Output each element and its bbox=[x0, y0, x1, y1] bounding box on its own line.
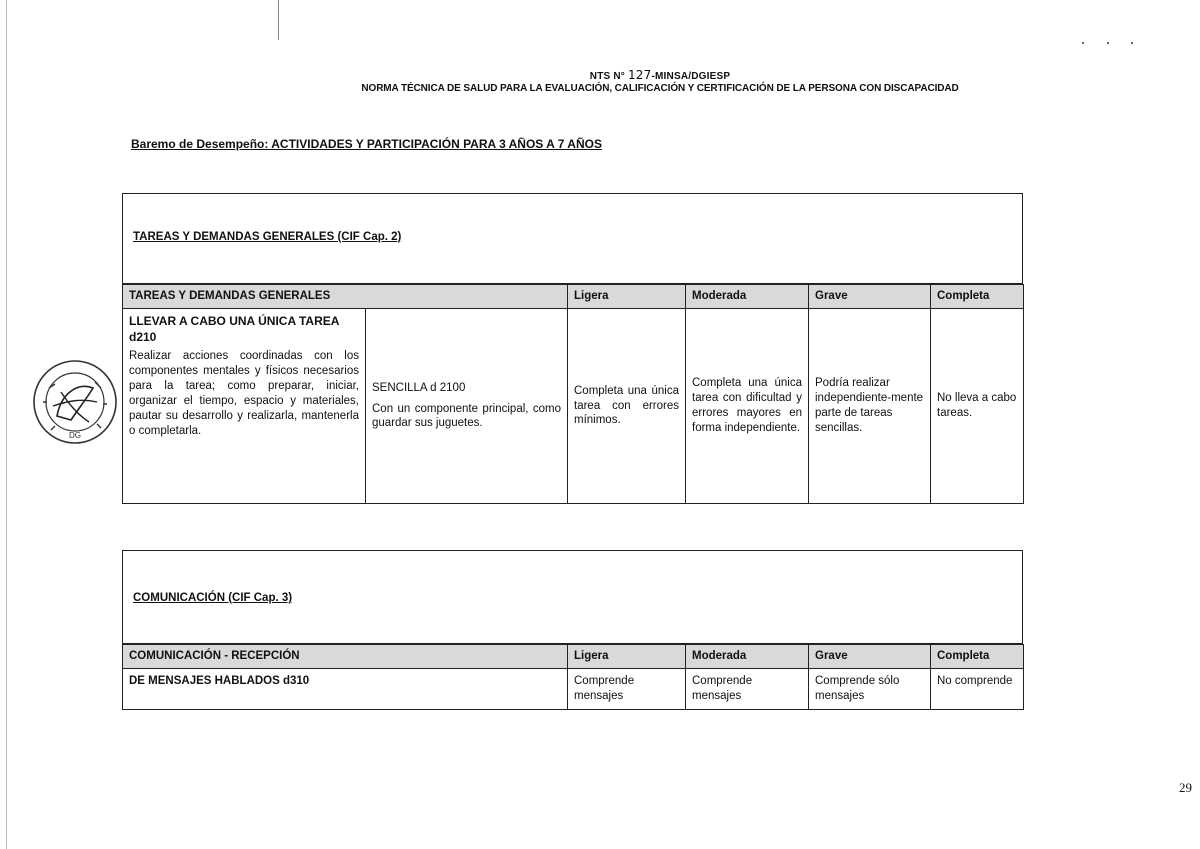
header-moderada: Moderada bbox=[686, 285, 809, 309]
ligera-cell: Completa una única tarea con errores mínimos. bbox=[568, 309, 686, 504]
header-completa: Completa bbox=[931, 645, 1024, 669]
grave-cell: Comprende sólo mensajes bbox=[809, 669, 931, 710]
scan-speck bbox=[1131, 42, 1133, 44]
header-grave: Grave bbox=[809, 645, 931, 669]
tareas-table bbox=[122, 284, 1024, 504]
item-cell bbox=[123, 309, 366, 504]
header-category: COMUNICACIÓN - RECEPCIÓN bbox=[123, 645, 568, 669]
tareas-header-row bbox=[123, 285, 1024, 309]
header-category: TAREAS Y DEMANDAS GENERALES bbox=[123, 285, 568, 309]
comunicacion-header-row bbox=[123, 645, 1024, 669]
header-grave: Grave bbox=[809, 285, 931, 309]
page-number: 29 bbox=[1179, 780, 1192, 795]
header-moderada: Moderada bbox=[686, 645, 809, 669]
section-tareas-box bbox=[122, 193, 1023, 284]
document-header bbox=[200, 68, 1120, 94]
scan-artifact-line bbox=[278, 0, 279, 40]
grave-cell: Podría realizar independiente-mente parte de tareas sencillas. bbox=[809, 309, 931, 504]
table-row bbox=[123, 309, 1024, 504]
nts-line bbox=[200, 68, 1120, 82]
table-row bbox=[123, 669, 1024, 710]
norma-title: NORMA TÉCNICA DE SALUD PARA LA EVALUACIÓN, CALIFICACIÓN Y CERTIFICACIÓN DE LA PERSONA CON DISCAPACIDAD bbox=[361, 83, 959, 94]
scan-speck bbox=[1107, 42, 1109, 44]
nts-prefix: NTS N° bbox=[589, 71, 625, 82]
moderada-cell: Completa una única tarea con dificultad y errores mayores en forma independiente. bbox=[686, 309, 809, 504]
item-title: LLEVAR A CABO UNA ÚNICA TAREA d210 bbox=[129, 314, 339, 344]
item-description: Realizar acciones coordinadas con los componentes mentales y físicos necesarios para la tarea; como preparar, iniciar, organizar el tiempo, espacio y materiales, pautar su desarrollo y realizarla, mantenerla o completarla. bbox=[129, 350, 359, 437]
completa-cell: No comprende bbox=[931, 669, 1024, 710]
moderada-cell: Comprende mensajes bbox=[686, 669, 809, 710]
comunicacion-table bbox=[122, 644, 1024, 710]
scan-speck bbox=[1082, 42, 1084, 44]
svg-text:DG: DG bbox=[69, 431, 81, 440]
sub-item-description: Con un componente principal, como guardar sus juguetes. bbox=[372, 402, 561, 430]
completa-cell: No lleva a cabo tareas. bbox=[931, 309, 1024, 504]
section-comunicacion-title: COMUNICACIÓN (CIF Cap. 3) bbox=[133, 592, 293, 604]
nts-number: 127 bbox=[627, 68, 652, 82]
sub-item-title: SENCILLA d 2100 bbox=[372, 381, 466, 394]
header-ligera: Ligera bbox=[568, 645, 686, 669]
item-title: DE MENSAJES HABLADOS d310 bbox=[123, 669, 568, 710]
nts-suffix: -MINSA/DGIESP bbox=[651, 71, 731, 82]
official-seal-icon bbox=[31, 358, 119, 446]
ligera-cell: Comprende mensajes bbox=[568, 669, 686, 710]
scan-edge-line bbox=[6, 0, 7, 849]
sub-item-cell bbox=[366, 309, 568, 504]
header-completa: Completa bbox=[931, 285, 1024, 309]
header-ligera: Ligera bbox=[568, 285, 686, 309]
section-tareas-title: TAREAS Y DEMANDAS GENERALES (CIF Cap. 2) bbox=[133, 231, 402, 243]
section-comunicacion-box bbox=[122, 550, 1023, 644]
baremo-subtitle: Baremo de Desempeño: ACTIVIDADES Y PARTICIPACIÓN PARA 3 AÑOS A 7 AÑOS bbox=[131, 137, 602, 151]
